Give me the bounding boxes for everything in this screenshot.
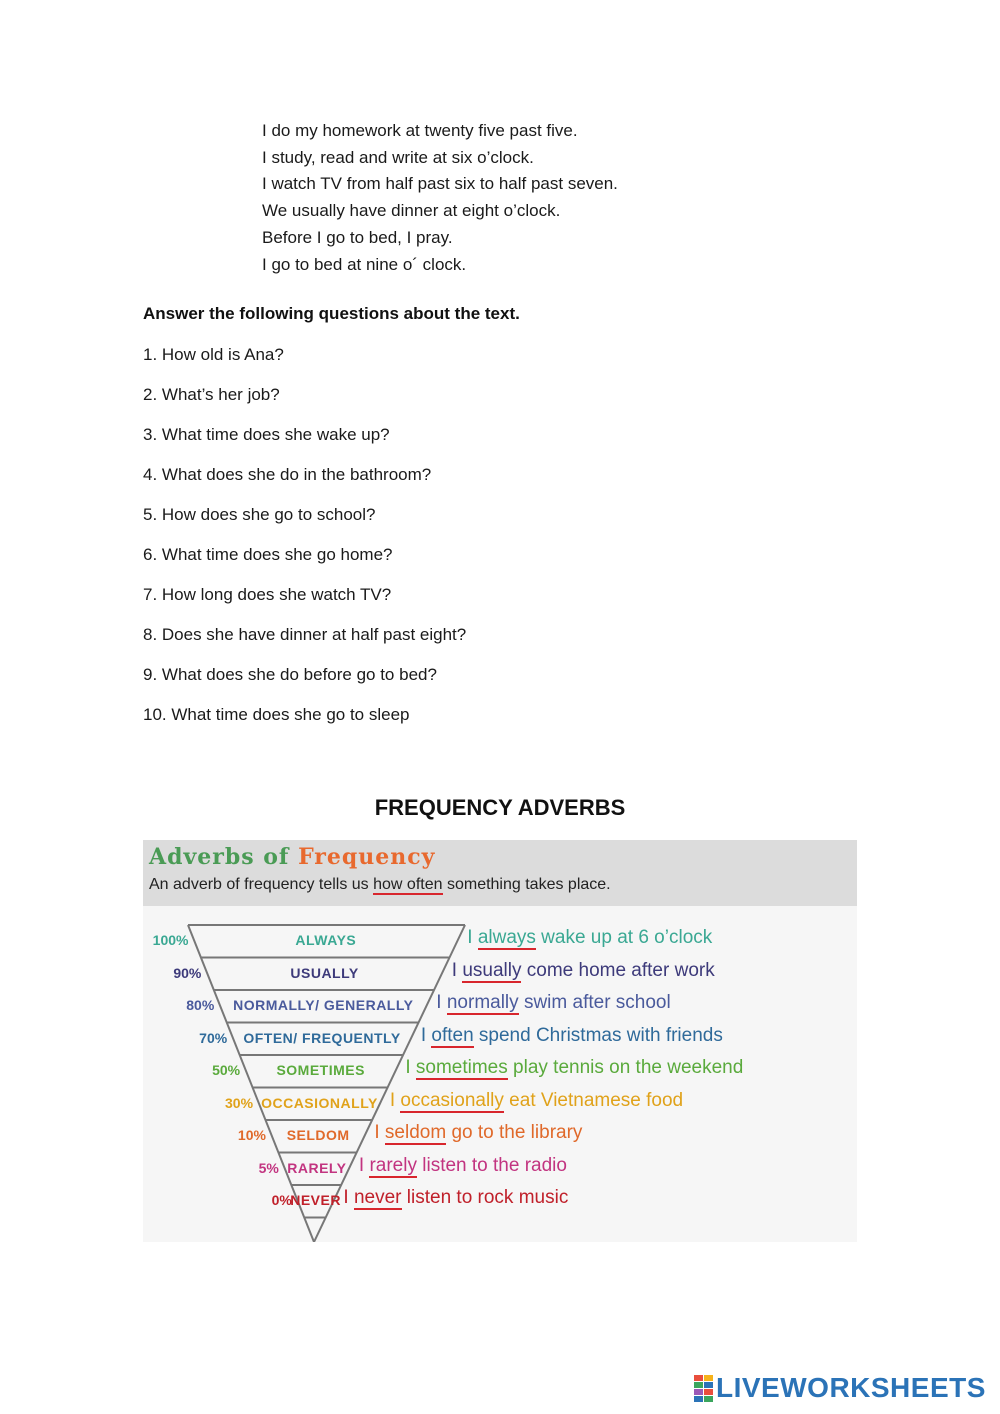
adverb-label: NORMALLY/ GENERALLY xyxy=(233,997,414,1014)
sentence-rest: wake up at 6 o’clock xyxy=(535,927,713,949)
question-item: 10. What time does she go to sleep xyxy=(143,705,410,724)
percent-label: 50% xyxy=(212,1062,241,1079)
percent-label: 10% xyxy=(237,1127,266,1144)
percent-label: 90% xyxy=(173,964,202,981)
sentence-rest: go to the library xyxy=(446,1122,583,1144)
poster-subtitle-post: something takes place. xyxy=(442,876,611,893)
example-sentence xyxy=(374,1122,582,1144)
example-sentence xyxy=(390,1090,683,1112)
percent-label: 30% xyxy=(225,1094,254,1111)
sentence-subject: I xyxy=(420,1024,432,1046)
question-item: 7. How long does she watch TV? xyxy=(143,585,392,604)
sentence-adverb: sometimes xyxy=(415,1057,508,1079)
sentence-rest: come home after work xyxy=(521,959,715,981)
adverb-label: ALWAYS xyxy=(295,932,357,949)
question-item: 9. What does she do before go to bed? xyxy=(143,665,437,684)
percent-label: 0% xyxy=(271,1192,292,1209)
sentence-adverb: never xyxy=(353,1187,402,1209)
sentence-subject: I xyxy=(343,1187,354,1209)
story-line: I watch TV from half past six to half past seven. xyxy=(262,174,618,194)
example-sentence xyxy=(405,1057,743,1079)
sentence-rest: play tennis on the weekend xyxy=(507,1057,744,1079)
sentence-subject: I xyxy=(467,927,478,949)
story-text xyxy=(262,118,618,278)
question-item: 6. What time does she go home? xyxy=(143,545,393,564)
frequency-adverbs-poster xyxy=(143,840,857,1242)
percent-label: 70% xyxy=(199,1029,228,1046)
question-item: 4. What does she do in the bathroom? xyxy=(143,465,432,484)
sentence-subject: I xyxy=(405,1057,416,1079)
question-item: 2. What’s her job? xyxy=(143,385,280,404)
sentence-subject: I xyxy=(358,1154,370,1176)
adverb-label: USUALLY xyxy=(290,964,359,981)
sentence-adverb: occasionally xyxy=(400,1089,504,1111)
sentence-subject: I xyxy=(436,992,447,1014)
poster-subtitle-em: how often xyxy=(373,876,443,893)
poster-subtitle-pre: An adverb of frequency tells us xyxy=(149,876,374,893)
adverb-label: SELDOM xyxy=(286,1127,350,1144)
adverb-label: RARELY xyxy=(287,1159,347,1176)
sentence-adverb: usually xyxy=(462,959,522,981)
question-item: 3. What time does she wake up? xyxy=(143,425,390,444)
poster-title-part1: Adverbs of xyxy=(149,844,299,870)
example-sentence xyxy=(359,1155,567,1177)
example-sentence xyxy=(436,992,670,1014)
example-sentence xyxy=(467,927,712,949)
liveworksheets-mark-icon xyxy=(694,1375,712,1401)
example-sentence xyxy=(452,960,715,982)
exercise-instruction: Answer the following questions about the text. xyxy=(143,304,520,323)
question-item: 8. Does she have dinner at half past eight? xyxy=(143,625,467,644)
sentence-rest: spend Christmas with friends xyxy=(473,1024,723,1046)
sentence-rest: swim after school xyxy=(518,992,671,1014)
sentence-subject: I xyxy=(451,959,463,981)
percent-label: 5% xyxy=(258,1159,279,1176)
story-line: Before I go to bed, I pray. xyxy=(262,227,453,247)
section-title: FREQUENCY ADVERBS xyxy=(374,795,626,820)
question-item: 5. How does she go to school? xyxy=(143,505,376,524)
sentence-rest: listen to the radio xyxy=(416,1154,567,1176)
sentence-adverb: rarely xyxy=(369,1154,417,1176)
adverb-label: SOMETIMES xyxy=(276,1062,365,1079)
sentence-subject: I xyxy=(389,1089,401,1111)
percent-label: 100% xyxy=(152,932,189,949)
story-line: I do my homework at twenty five past five. xyxy=(262,121,578,140)
sentence-adverb: often xyxy=(431,1024,474,1046)
example-sentence xyxy=(421,1025,723,1047)
story-line: We usually have dinner at eight o’clock. xyxy=(262,201,561,221)
example-sentence xyxy=(343,1187,568,1209)
adverb-label: NEVER xyxy=(290,1192,341,1209)
percent-label: 80% xyxy=(186,997,215,1014)
sentence-adverb: seldom xyxy=(384,1122,447,1144)
sentence-rest: eat Vietnamese food xyxy=(503,1089,684,1111)
adverb-label: OFTEN/ FREQUENTLY xyxy=(243,1029,401,1046)
sentence-adverb: normally xyxy=(446,992,519,1014)
poster-title-part2: Frequency xyxy=(298,844,436,870)
story-line: I go to bed at nine o´ clock. xyxy=(262,254,467,274)
brand-name: LIVEWORKSHEETS xyxy=(716,1372,986,1403)
sentence-subject: I xyxy=(374,1122,385,1144)
story-line: I study, read and write at six o’clock. xyxy=(262,147,534,167)
sentence-rest: listen to rock music xyxy=(401,1187,569,1209)
adverb-label: OCCASIONALLY xyxy=(261,1094,378,1111)
sentence-adverb: always xyxy=(477,927,536,949)
question-list xyxy=(143,344,466,744)
question-item: 1. How old is Ana? xyxy=(143,345,284,364)
liveworksheets-logo xyxy=(694,1372,986,1404)
